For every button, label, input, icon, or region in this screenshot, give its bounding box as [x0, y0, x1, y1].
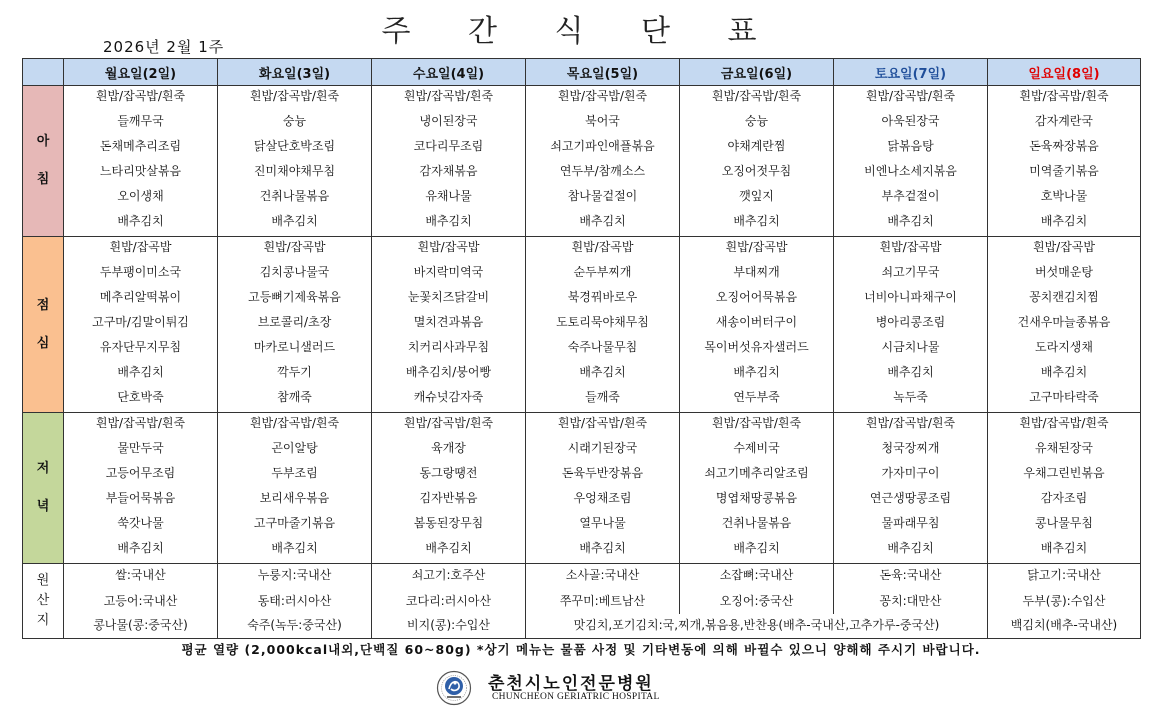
origin-cell — [680, 590, 834, 614]
menu-item: 흰밥/잡곡밥 — [417, 240, 480, 254]
meal-label-char: 저 — [36, 461, 50, 476]
menu-cell-dinner-day2 — [372, 413, 526, 564]
menu-item: 배추김치 — [117, 214, 164, 228]
menu-item: 눈꽃치즈닭갈비 — [407, 290, 490, 304]
origin-cell — [988, 590, 1141, 614]
day-header-tue: 화요일(3일) — [218, 59, 372, 86]
menu-item: 배추김치 — [1040, 365, 1088, 379]
menu-item: 연근생땅콩조림 — [869, 491, 952, 505]
menu-item: 캐슈넛감자죽 — [413, 390, 484, 404]
menu-item: 배추김치 — [117, 541, 164, 555]
origin-cell — [988, 564, 1141, 590]
menu-item: 참나물겉절이 — [567, 189, 638, 203]
origin-cell — [680, 564, 834, 590]
origin-row-2 — [23, 590, 1141, 614]
menu-cell-dinner-day6 — [988, 413, 1141, 564]
meal-label-lunch — [23, 237, 64, 413]
origin-label-char: 산 — [36, 593, 50, 609]
day-header-row — [23, 59, 1141, 86]
origin-cell — [372, 590, 526, 614]
menu-item: 유채나물 — [425, 189, 472, 203]
menu-item: 아욱된장국 — [881, 114, 940, 128]
menu-item: 닭볶음탕 — [887, 139, 934, 153]
menu-item: 부추겉절이 — [881, 189, 940, 203]
menu-item: 느타리맛살볶음 — [99, 164, 182, 178]
origin-cell — [372, 564, 526, 590]
menu-item: 부대찌개 — [733, 265, 780, 279]
menu-item: 수제비국 — [733, 441, 780, 455]
menu-item: 물파래무침 — [881, 516, 940, 530]
meal-label-char: 아 — [36, 134, 50, 149]
menu-cell-lunch-day1 — [218, 237, 372, 413]
menu-week-date: 2026년 2월 1주 — [103, 38, 225, 56]
menu-cell-lunch-day3 — [526, 237, 680, 413]
menu-cell-breakfast-day0 — [64, 86, 218, 237]
menu-item: 흰밥/잡곡밥/흰죽 — [865, 89, 956, 103]
origin-item: 맛김치,포기김치:국,찌개,볶음용,반찬용(배추-국내산,고추가루-중국산) — [573, 617, 940, 632]
menu-item: 배추김치 — [117, 365, 164, 379]
origin-label-char: 지 — [36, 613, 50, 629]
menu-item: 건새우마늘종볶음 — [1017, 315, 1111, 329]
menu-item: 들깨무국 — [117, 114, 164, 128]
origin-item: 닭고기:국내산 — [1027, 568, 1101, 582]
meal-label-char: 점 — [36, 297, 50, 313]
menu-item: 배추김치 — [579, 365, 626, 379]
origin-item: 두부(콩):수입산 — [1022, 593, 1106, 608]
menu-item: 흰밥/잡곡밥/흰죽 — [95, 416, 186, 430]
menu-item: 단호박죽 — [117, 390, 164, 404]
menu-item: 고구마타락죽 — [1029, 390, 1099, 404]
menu-item: 흰밥/잡곡밥 — [571, 240, 634, 254]
menu-item: 흰밥/잡곡밥/흰죽 — [1019, 89, 1109, 103]
menu-item: 김자반볶음 — [419, 491, 478, 505]
menu-item: 바지락미역국 — [413, 265, 484, 279]
origin-cell — [834, 564, 988, 590]
menu-item: 메추리알떡볶이 — [99, 290, 182, 304]
menu-item: 브로콜리/초장 — [257, 315, 332, 329]
menu-item: 배추김치 — [271, 214, 318, 228]
menu-item: 치커리사과무침 — [407, 340, 490, 354]
menu-item: 건취나물볶음 — [721, 516, 792, 530]
origin-label — [23, 564, 64, 639]
day-header-sat: 토요일(7일) — [834, 59, 988, 86]
origin-item: 코다리:러시아산 — [405, 593, 492, 608]
menu-item: 배추김치 — [425, 214, 472, 228]
origin-cell — [834, 590, 988, 614]
menu-item: 유채된장국 — [1035, 441, 1093, 455]
menu-item: 부들어묵볶음 — [105, 491, 176, 505]
menu-item: 배추김치/붕어빵 — [405, 365, 492, 379]
menu-item: 참깨죽 — [277, 390, 312, 404]
menu-item: 배추김치 — [733, 214, 780, 228]
origin-item: 백김치(배추-국내산) — [1010, 617, 1118, 632]
page-title: 주 간 식 단 표 — [381, 14, 781, 49]
meal-label-dinner — [23, 413, 64, 564]
menu-item: 배추김치 — [1040, 541, 1088, 555]
menu-item: 야채계란찜 — [727, 139, 786, 153]
menu-item: 흰밥/잡곡밥/흰죽 — [557, 89, 648, 103]
origin-item: 동태:러시아산 — [257, 593, 332, 608]
origin-row-3 — [23, 614, 1141, 639]
menu-item: 흰밥/잡곡밥/흰죽 — [249, 89, 340, 103]
meal-row-breakfast — [23, 86, 1141, 237]
menu-item: 고등뼈기제육볶음 — [248, 290, 341, 304]
menu-item: 숭늉 — [282, 114, 307, 128]
menu-cell-dinner-day3 — [526, 413, 680, 564]
menu-item: 깻잎지 — [739, 189, 774, 203]
menu-item: 흰밥/잡곡밥/흰죽 — [403, 416, 494, 430]
day-header-mon: 월요일(2일) — [64, 59, 218, 86]
origin-cell — [218, 590, 372, 614]
origin-cell — [64, 564, 218, 590]
menu-item: 병아리콩조림 — [875, 315, 946, 329]
hospital-name-english: CHUNCHEON GERIATRIC HOSPITAL — [492, 692, 660, 702]
menu-item: 배추김치 — [733, 365, 780, 379]
menu-item: 배추김치 — [425, 541, 472, 555]
menu-item: 흰밥/잡곡밥 — [1032, 240, 1095, 254]
menu-item: 녹두죽 — [893, 390, 928, 404]
menu-item: 배추김치 — [271, 541, 318, 555]
menu-cell-dinner-day5 — [834, 413, 988, 564]
menu-item: 김치콩나물국 — [259, 265, 330, 279]
menu-item: 감자조림 — [1040, 491, 1088, 505]
menu-cell-dinner-day4 — [680, 413, 834, 564]
origin-item: 쌀:국내산 — [115, 568, 166, 582]
origin-cell — [64, 590, 218, 614]
origin-cell — [64, 614, 218, 639]
menu-item: 비엔나소세지볶음 — [864, 164, 957, 178]
menu-item: 명엽채땅콩볶음 — [715, 491, 798, 505]
weekly-menu-table — [22, 58, 1141, 639]
menu-item: 흰밥/잡곡밥/흰죽 — [557, 416, 648, 430]
menu-item: 흰밥/잡곡밥/흰죽 — [249, 416, 340, 430]
menu-item: 열무나물 — [579, 516, 626, 530]
menu-item: 동그랑땡전 — [419, 466, 478, 480]
menu-item: 흰밥/잡곡밥/흰죽 — [1019, 416, 1109, 430]
menu-item: 흰밥/잡곡밥 — [263, 240, 326, 254]
menu-item: 우채그린빈볶음 — [1023, 466, 1105, 480]
origin-item: 소잡뼈:국내산 — [719, 568, 794, 582]
menu-item: 고등어무조림 — [105, 466, 176, 480]
origin-cell — [526, 590, 680, 614]
menu-cell-lunch-day5 — [834, 237, 988, 413]
menu-item: 배추김치 — [887, 541, 934, 555]
menu-item: 감자계란국 — [1035, 114, 1093, 128]
menu-item: 코다리무조림 — [413, 139, 484, 153]
menu-item: 건취나물볶음 — [259, 189, 330, 203]
origin-item: 비지(콩):수입산 — [407, 617, 490, 632]
menu-item: 흰밥/잡곡밥/흰죽 — [865, 416, 956, 430]
menu-item: 배추김치 — [579, 541, 626, 555]
menu-item: 물만두국 — [117, 441, 164, 455]
menu-cell-lunch-day0 — [64, 237, 218, 413]
origin-item: 쭈꾸미:베트남산 — [559, 593, 646, 608]
meal-label-char: 침 — [36, 172, 50, 187]
menu-item: 돈육짜장볶음 — [1029, 139, 1099, 153]
day-header-wed: 수요일(4일) — [372, 59, 526, 86]
menu-item: 두부조림 — [271, 466, 318, 480]
menu-item: 북경꿔바로우 — [567, 290, 638, 304]
menu-item: 멸치견과볶음 — [413, 315, 484, 329]
origin-item: 소사골:국내산 — [565, 568, 640, 582]
origin-cell — [218, 614, 372, 639]
menu-item: 너비아니파채구이 — [864, 290, 957, 304]
menu-item: 쑥갓나물 — [117, 516, 164, 530]
day-header-thu: 목요일(5일) — [526, 59, 680, 86]
menu-item: 배추김치 — [1040, 214, 1088, 228]
menu-item: 쇠고기파인애플볶음 — [550, 139, 655, 153]
menu-item: 오징어젓무침 — [721, 164, 792, 178]
menu-cell-dinner-day1 — [218, 413, 372, 564]
menu-item: 흰밥/잡곡밥 — [725, 240, 788, 254]
origin-item: 숙주(녹두:중국산) — [247, 617, 342, 632]
hospital-seal-icon — [436, 670, 472, 706]
menu-item: 들깨죽 — [585, 390, 620, 404]
menu-item: 닭살단호박조림 — [253, 139, 336, 153]
hospital-name-korean: 춘천시노인전문병원 — [488, 674, 654, 694]
menu-item: 돈채메추리조림 — [99, 139, 182, 153]
origin-row-1 — [23, 564, 1141, 590]
menu-item: 도토리묵야채무침 — [556, 315, 649, 329]
origin-cell — [988, 614, 1141, 639]
origin-item: 돈육:국내산 — [879, 568, 942, 582]
menu-item: 흰밥/잡곡밥/흰죽 — [403, 89, 494, 103]
menu-item: 청국장찌개 — [881, 441, 940, 455]
menu-item: 보리새우볶음 — [259, 491, 330, 505]
menu-item: 시래기된장국 — [567, 441, 638, 455]
corner-cell — [23, 59, 64, 86]
menu-item: 마카로니샐러드 — [253, 340, 336, 354]
menu-item: 진미채야채무침 — [253, 164, 336, 178]
menu-item: 우엉채조림 — [573, 491, 632, 505]
menu-item: 흰밥/잡곡밥/흰죽 — [711, 89, 802, 103]
menu-item: 돈육두반장볶음 — [561, 466, 644, 480]
day-header-fri: 금요일(6일) — [680, 59, 834, 86]
menu-cell-breakfast-day1 — [218, 86, 372, 237]
menu-item: 흰밥/잡곡밥 — [879, 240, 942, 254]
menu-cell-breakfast-day2 — [372, 86, 526, 237]
menu-item: 숙주나물무침 — [567, 340, 638, 354]
menu-cell-lunch-day4 — [680, 237, 834, 413]
menu-item: 연두부/참깨소스 — [559, 164, 646, 178]
menu-item: 곤이알탕 — [271, 441, 318, 455]
menu-item: 흰밥/잡곡밥/흰죽 — [711, 416, 802, 430]
menu-item: 흰밥/잡곡밥/흰죽 — [95, 89, 186, 103]
menu-item: 버섯매운탕 — [1035, 265, 1093, 279]
menu-item: 배추김치 — [579, 214, 626, 228]
menu-item: 연두부죽 — [733, 390, 780, 404]
menu-item: 감자채볶음 — [419, 164, 478, 178]
menu-item: 오이생채 — [117, 189, 164, 203]
menu-item: 호박나물 — [1040, 189, 1088, 203]
menu-item: 두부팽이미소국 — [99, 265, 182, 279]
menu-item: 쇠고기메추리알조림 — [704, 466, 809, 480]
menu-item: 육개장 — [431, 441, 466, 455]
nutrition-notice: 평균 열량 (2,000kcal내외,단백질 60~80g) *상기 메뉴는 물품 사정 및 기타변동에 의해 바뀔수 있으니 양해해 주시기 바랍니다. — [181, 642, 981, 657]
menu-item: 유자단무지무침 — [99, 340, 182, 354]
menu-item: 시금치나물 — [881, 340, 940, 354]
menu-cell-lunch-day2 — [372, 237, 526, 413]
menu-item: 흰밥/잡곡밥 — [109, 240, 172, 254]
origin-item: 고등어:국내산 — [103, 593, 178, 608]
meal-label-breakfast — [23, 86, 64, 237]
menu-item: 도라지생채 — [1035, 340, 1093, 354]
menu-cell-dinner-day0 — [64, 413, 218, 564]
menu-item: 새송이버터구이 — [715, 315, 798, 329]
origin-item: 꽁치:대만산 — [879, 593, 942, 608]
origin-item: 오징어:중국산 — [719, 593, 794, 608]
origin-cell — [526, 564, 680, 590]
menu-item: 배추김치 — [887, 214, 934, 228]
origin-label-char: 원 — [36, 573, 50, 589]
origin-cell — [526, 614, 988, 639]
menu-item: 가자미구이 — [881, 466, 940, 480]
meal-row-lunch — [23, 237, 1141, 413]
menu-item: 꽁치캔김치찜 — [1029, 290, 1099, 304]
menu-item: 고구마줄기볶음 — [253, 516, 336, 530]
menu-item: 목이버섯유자샐러드 — [704, 340, 809, 354]
origin-item: 콩나물(콩:중국산) — [93, 617, 188, 632]
origin-cell — [372, 614, 526, 639]
menu-cell-breakfast-day4 — [680, 86, 834, 237]
meal-label-char: 녁 — [36, 499, 50, 514]
menu-item: 콩나물무침 — [1035, 516, 1093, 530]
menu-item: 쇠고기무국 — [881, 265, 940, 279]
menu-item: 배추김치 — [887, 365, 934, 379]
origin-item: 쇠고기:호주산 — [411, 568, 486, 582]
menu-cell-lunch-day6 — [988, 237, 1141, 413]
menu-cell-breakfast-day6 — [988, 86, 1141, 237]
meal-label-char: 심 — [36, 335, 50, 351]
origin-item: 누룽지:국내산 — [257, 568, 332, 582]
origin-cell — [218, 564, 372, 590]
menu-item: 순두부찌개 — [573, 265, 632, 279]
menu-cell-breakfast-day5 — [834, 86, 988, 237]
menu-item: 냉이된장국 — [419, 114, 478, 128]
menu-item: 깍두기 — [277, 365, 312, 379]
menu-item: 북어국 — [585, 114, 620, 128]
meal-row-dinner — [23, 413, 1141, 564]
menu-item: 배추김치 — [733, 541, 780, 555]
menu-item: 오징어어묵볶음 — [715, 290, 798, 304]
menu-cell-breakfast-day3 — [526, 86, 680, 237]
menu-item: 미역줄기볶음 — [1029, 164, 1099, 178]
menu-item: 숭늉 — [744, 114, 769, 128]
day-header-sun: 일요일(8일) — [988, 59, 1141, 86]
menu-item: 봄동된장무침 — [413, 516, 484, 530]
menu-item: 고구마/김말이튀김 — [92, 315, 189, 329]
